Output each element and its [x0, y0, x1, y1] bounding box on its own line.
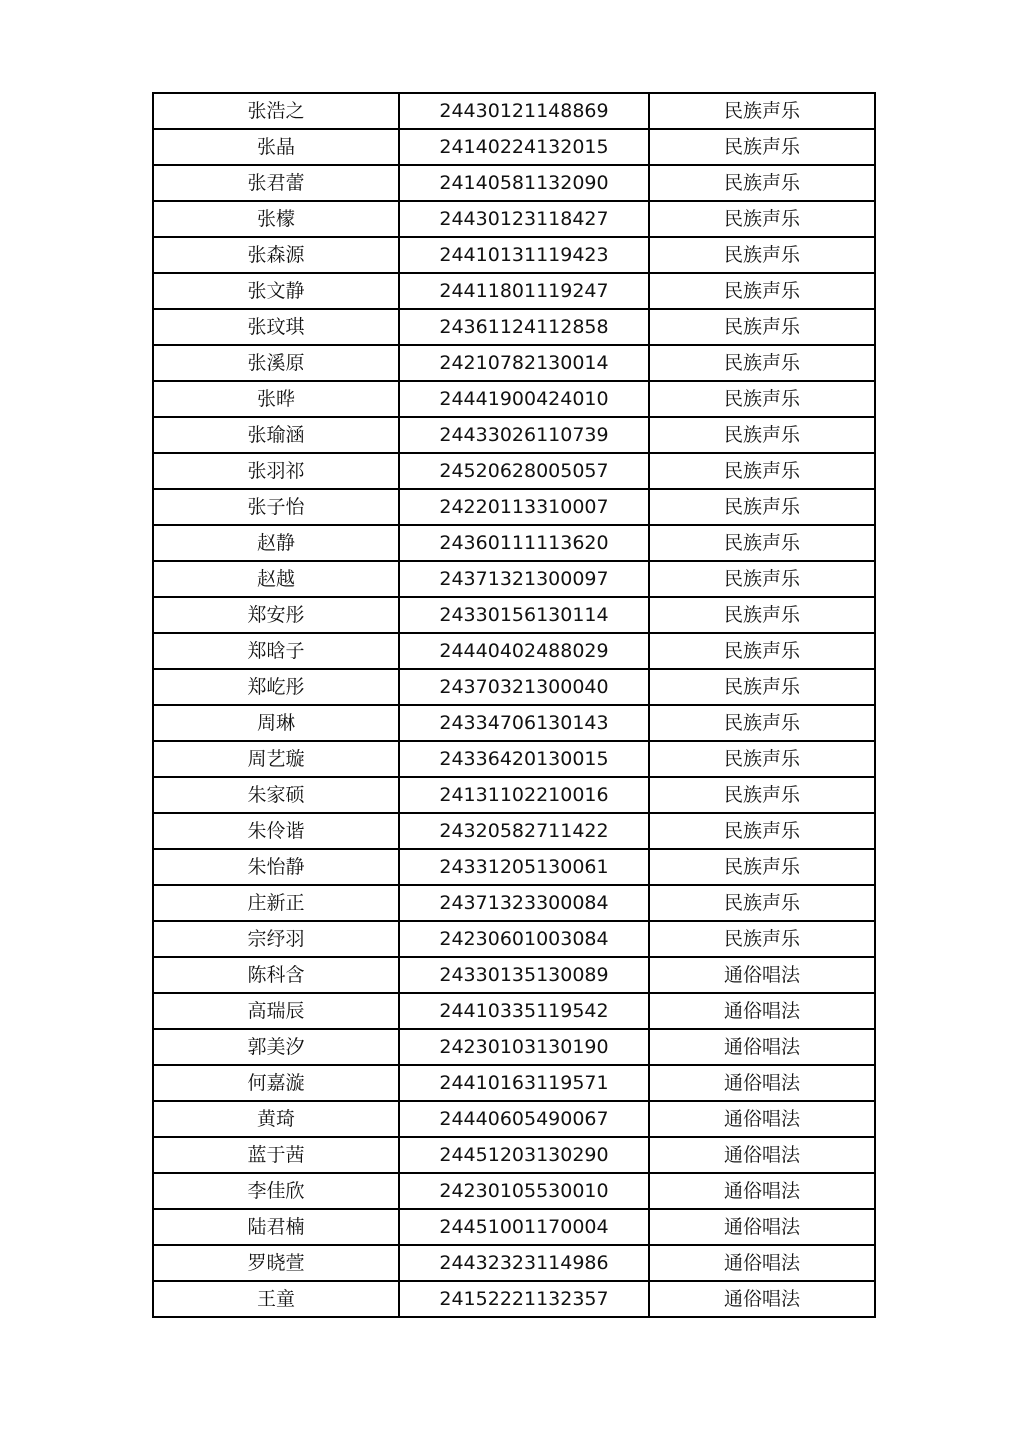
- cell-exam-id: 24230601003084: [399, 921, 649, 957]
- cell-exam-id: 24210782130014: [399, 345, 649, 381]
- cell-exam-id: 24320582711422: [399, 813, 649, 849]
- cell-name: 罗晓萱: [153, 1245, 399, 1281]
- cell-exam-id: 24331205130061: [399, 849, 649, 885]
- cell-name: 张晶: [153, 129, 399, 165]
- cell-exam-id: 24230105530010: [399, 1173, 649, 1209]
- cell-major: 民族声乐: [649, 921, 875, 957]
- cell-exam-id: 24131102210016: [399, 777, 649, 813]
- cell-exam-id: 24410163119571: [399, 1065, 649, 1101]
- cell-exam-id: 24432323114986: [399, 1245, 649, 1281]
- cell-major: 民族声乐: [649, 633, 875, 669]
- table-row: [153, 381, 875, 417]
- cell-exam-id: 24451203130290: [399, 1137, 649, 1173]
- table-row: [153, 993, 875, 1029]
- cell-name: 张檬: [153, 201, 399, 237]
- cell-major: 通俗唱法: [649, 993, 875, 1029]
- cell-major: 民族声乐: [649, 165, 875, 201]
- table-row: [153, 417, 875, 453]
- cell-exam-id: 24451001170004: [399, 1209, 649, 1245]
- cell-name: 宗纾羽: [153, 921, 399, 957]
- cell-major: 通俗唱法: [649, 1245, 875, 1281]
- cell-name: 高瑞辰: [153, 993, 399, 1029]
- cell-exam-id: 24430123118427: [399, 201, 649, 237]
- cell-name: 王童: [153, 1281, 399, 1317]
- table-row: [153, 921, 875, 957]
- cell-name: 张文静: [153, 273, 399, 309]
- cell-major: 民族声乐: [649, 561, 875, 597]
- cell-name: 周艺璇: [153, 741, 399, 777]
- cell-major: 民族声乐: [649, 201, 875, 237]
- cell-exam-id: 24411801119247: [399, 273, 649, 309]
- table-row: [153, 309, 875, 345]
- table-row: [153, 597, 875, 633]
- cell-major: 民族声乐: [649, 885, 875, 921]
- table-row: [153, 777, 875, 813]
- cell-name: 张羽祁: [153, 453, 399, 489]
- table-row: [153, 1137, 875, 1173]
- cell-exam-id: 24371323300084: [399, 885, 649, 921]
- cell-major: 通俗唱法: [649, 1173, 875, 1209]
- table-row: [153, 237, 875, 273]
- cell-major: 民族声乐: [649, 597, 875, 633]
- table-row: [153, 165, 875, 201]
- cell-name: 黄琦: [153, 1101, 399, 1137]
- table-row: [153, 93, 875, 129]
- cell-major: 民族声乐: [649, 525, 875, 561]
- table-row: [153, 885, 875, 921]
- cell-major: 通俗唱法: [649, 1281, 875, 1317]
- cell-major: 民族声乐: [649, 453, 875, 489]
- cell-exam-id: 24334706130143: [399, 705, 649, 741]
- roster-body: [153, 93, 875, 1317]
- cell-name: 张浩之: [153, 93, 399, 129]
- cell-name: 赵越: [153, 561, 399, 597]
- cell-exam-id: 24433026110739: [399, 417, 649, 453]
- cell-exam-id: 24440402488029: [399, 633, 649, 669]
- cell-exam-id: 24361124112858: [399, 309, 649, 345]
- table-row: [153, 669, 875, 705]
- cell-exam-id: 24520628005057: [399, 453, 649, 489]
- cell-name: 赵静: [153, 525, 399, 561]
- cell-exam-id: 24410335119542: [399, 993, 649, 1029]
- cell-exam-id: 24220113310007: [399, 489, 649, 525]
- cell-name: 陈科含: [153, 957, 399, 993]
- cell-major: 民族声乐: [649, 813, 875, 849]
- cell-major: 通俗唱法: [649, 1029, 875, 1065]
- cell-major: 通俗唱法: [649, 957, 875, 993]
- table-row: [153, 201, 875, 237]
- cell-name: 庄新正: [153, 885, 399, 921]
- roster-table: [152, 92, 876, 1318]
- cell-major: 通俗唱法: [649, 1101, 875, 1137]
- cell-exam-id: 24441900424010: [399, 381, 649, 417]
- cell-major: 民族声乐: [649, 705, 875, 741]
- cell-exam-id: 24360111113620: [399, 525, 649, 561]
- cell-major: 民族声乐: [649, 741, 875, 777]
- cell-major: 民族声乐: [649, 381, 875, 417]
- table-row: [153, 1029, 875, 1065]
- cell-name: 陆君楠: [153, 1209, 399, 1245]
- table-row: [153, 525, 875, 561]
- table-row: [153, 561, 875, 597]
- table-row: [153, 1245, 875, 1281]
- cell-name: 何嘉漩: [153, 1065, 399, 1101]
- cell-name: 郑屹彤: [153, 669, 399, 705]
- cell-major: 民族声乐: [649, 129, 875, 165]
- table-row: [153, 849, 875, 885]
- cell-name: 朱伶谐: [153, 813, 399, 849]
- cell-exam-id: 24140581132090: [399, 165, 649, 201]
- cell-name: 郑安彤: [153, 597, 399, 633]
- table-row: [153, 1173, 875, 1209]
- cell-major: 民族声乐: [649, 237, 875, 273]
- cell-exam-id: 24410131119423: [399, 237, 649, 273]
- cell-name: 郭美汐: [153, 1029, 399, 1065]
- cell-major: 通俗唱法: [649, 1209, 875, 1245]
- cell-name: 张瑜涵: [153, 417, 399, 453]
- cell-major: 民族声乐: [649, 849, 875, 885]
- cell-major: 通俗唱法: [649, 1065, 875, 1101]
- cell-exam-id: 24370321300040: [399, 669, 649, 705]
- table-row: [153, 1065, 875, 1101]
- cell-exam-id: 24336420130015: [399, 741, 649, 777]
- table-row: [153, 1281, 875, 1317]
- cell-exam-id: 24330135130089: [399, 957, 649, 993]
- cell-exam-id: 24330156130114: [399, 597, 649, 633]
- cell-exam-id: 24371321300097: [399, 561, 649, 597]
- cell-major: 民族声乐: [649, 309, 875, 345]
- cell-name: 朱家硕: [153, 777, 399, 813]
- cell-name: 周琳: [153, 705, 399, 741]
- cell-name: 蓝于茜: [153, 1137, 399, 1173]
- table-row: [153, 345, 875, 381]
- cell-major: 民族声乐: [649, 345, 875, 381]
- cell-name: 李佳欣: [153, 1173, 399, 1209]
- cell-exam-id: 24230103130190: [399, 1029, 649, 1065]
- table-row: [153, 741, 875, 777]
- cell-name: 张君蕾: [153, 165, 399, 201]
- cell-major: 民族声乐: [649, 273, 875, 309]
- cell-exam-id: 24152221132357: [399, 1281, 649, 1317]
- cell-name: 张晔: [153, 381, 399, 417]
- cell-major: 民族声乐: [649, 489, 875, 525]
- cell-name: 张森源: [153, 237, 399, 273]
- table-row: [153, 633, 875, 669]
- cell-exam-id: 24140224132015: [399, 129, 649, 165]
- table-row: [153, 273, 875, 309]
- cell-name: 张子怡: [153, 489, 399, 525]
- cell-major: 民族声乐: [649, 777, 875, 813]
- cell-name: 张溪原: [153, 345, 399, 381]
- cell-exam-id: 24440605490067: [399, 1101, 649, 1137]
- table-row: [153, 813, 875, 849]
- cell-name: 张玟琪: [153, 309, 399, 345]
- table-row: [153, 129, 875, 165]
- cell-major: 民族声乐: [649, 669, 875, 705]
- table-row: [153, 1101, 875, 1137]
- cell-major: 通俗唱法: [649, 1137, 875, 1173]
- table-row: [153, 453, 875, 489]
- table-row: [153, 957, 875, 993]
- cell-major: 民族声乐: [649, 417, 875, 453]
- table-row: [153, 705, 875, 741]
- cell-major: 民族声乐: [649, 93, 875, 129]
- cell-name: 郑晗子: [153, 633, 399, 669]
- cell-exam-id: 24430121148869: [399, 93, 649, 129]
- table-row: [153, 1209, 875, 1245]
- table-row: [153, 489, 875, 525]
- cell-name: 朱怡静: [153, 849, 399, 885]
